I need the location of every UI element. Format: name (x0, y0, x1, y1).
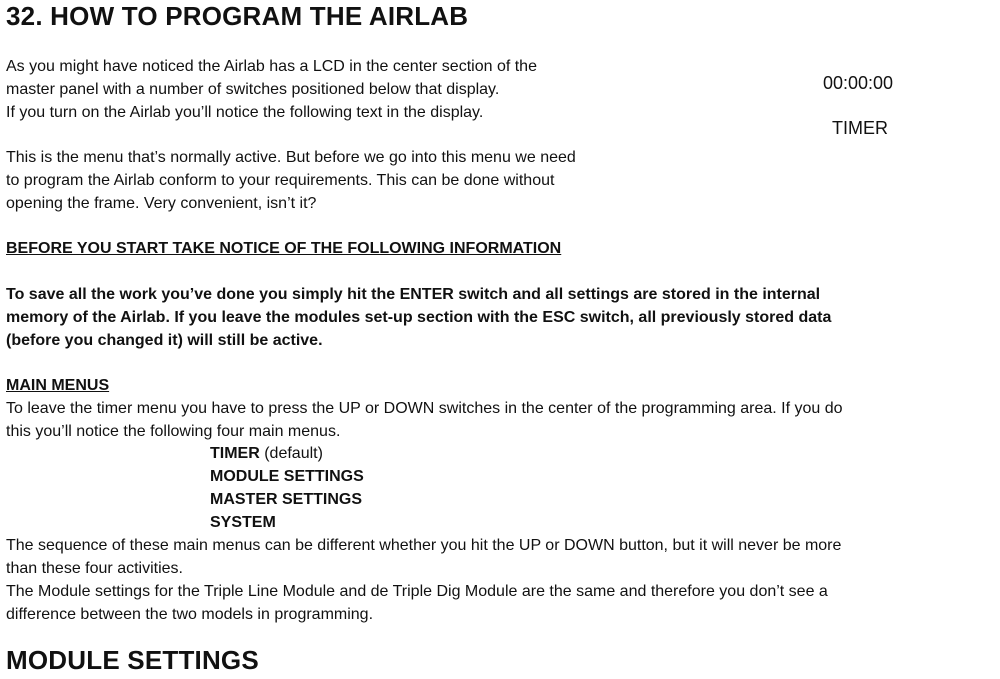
notice-line: memory of the Airlab. If you leave the modules set-up section with the ESC switch, all previously stored data (6, 309, 832, 326)
menu-line: This is the menu that’s normally active. But before we go into this menu we need (6, 149, 576, 166)
intro-line: master panel with a number of switches positioned below that display. (6, 81, 500, 98)
main-menus-paragraph (6, 397, 843, 443)
main-menu-timer-label: TIMER (210, 445, 260, 462)
closing-line: than these four activities. (6, 560, 183, 577)
menu-paragraph (6, 146, 576, 215)
display-time: 00:00:00 (823, 73, 894, 93)
notice-paragraph (6, 283, 831, 352)
main-menu-item-timer (210, 442, 364, 465)
notice-line: To save all the work you’ve done you simply hit the ENTER switch and all settings are stored in the internal (6, 286, 821, 303)
main-menus-heading: MAIN MENUS (6, 377, 110, 394)
intro-paragraph (6, 55, 537, 124)
main-menus-line: To leave the timer menu you have to press the UP or DOWN switches in the center of the programming area. If you do (6, 400, 843, 417)
closing-line: difference between the two models in programming. (6, 606, 374, 623)
page-title: 32. HOW TO PROGRAM THE AIRLAB (6, 1, 469, 31)
closing-paragraph (6, 534, 841, 626)
display-label: TIMER (832, 118, 888, 138)
main-menu-item-module-settings: MODULE SETTINGS (210, 468, 364, 485)
main-menu-list (210, 442, 364, 534)
section-title: MODULE SETTINGS (6, 645, 259, 675)
main-menu-item-master-settings: MASTER SETTINGS (210, 491, 363, 508)
intro-line: As you might have noticed the Airlab has a LCD in the center section of the (6, 58, 537, 75)
notice-heading: BEFORE YOU START TAKE NOTICE OF THE FOLLOWING INFORMATION (6, 240, 562, 257)
intro-line: If you turn on the Airlab you’ll notice the following text in the display. (6, 104, 484, 121)
closing-line: The sequence of these main menus can be different whether you hit the UP or DOWN button, but it will never be more (6, 537, 842, 554)
main-menus-line: this you’ll notice the following four main menus. (6, 423, 341, 440)
closing-line: The Module settings for the Triple Line Module and de Triple Dig Module are the same and therefore you don’t see a (6, 583, 828, 600)
menu-line: opening the frame. Very convenient, isn’t it? (6, 195, 317, 212)
main-menu-item-system: SYSTEM (210, 514, 276, 531)
notice-line: (before you changed it) will still be active. (6, 332, 323, 349)
menu-line: to program the Airlab conform to your requirements. This can be done without (6, 172, 555, 189)
main-menu-timer-note: (default) (259, 445, 323, 462)
